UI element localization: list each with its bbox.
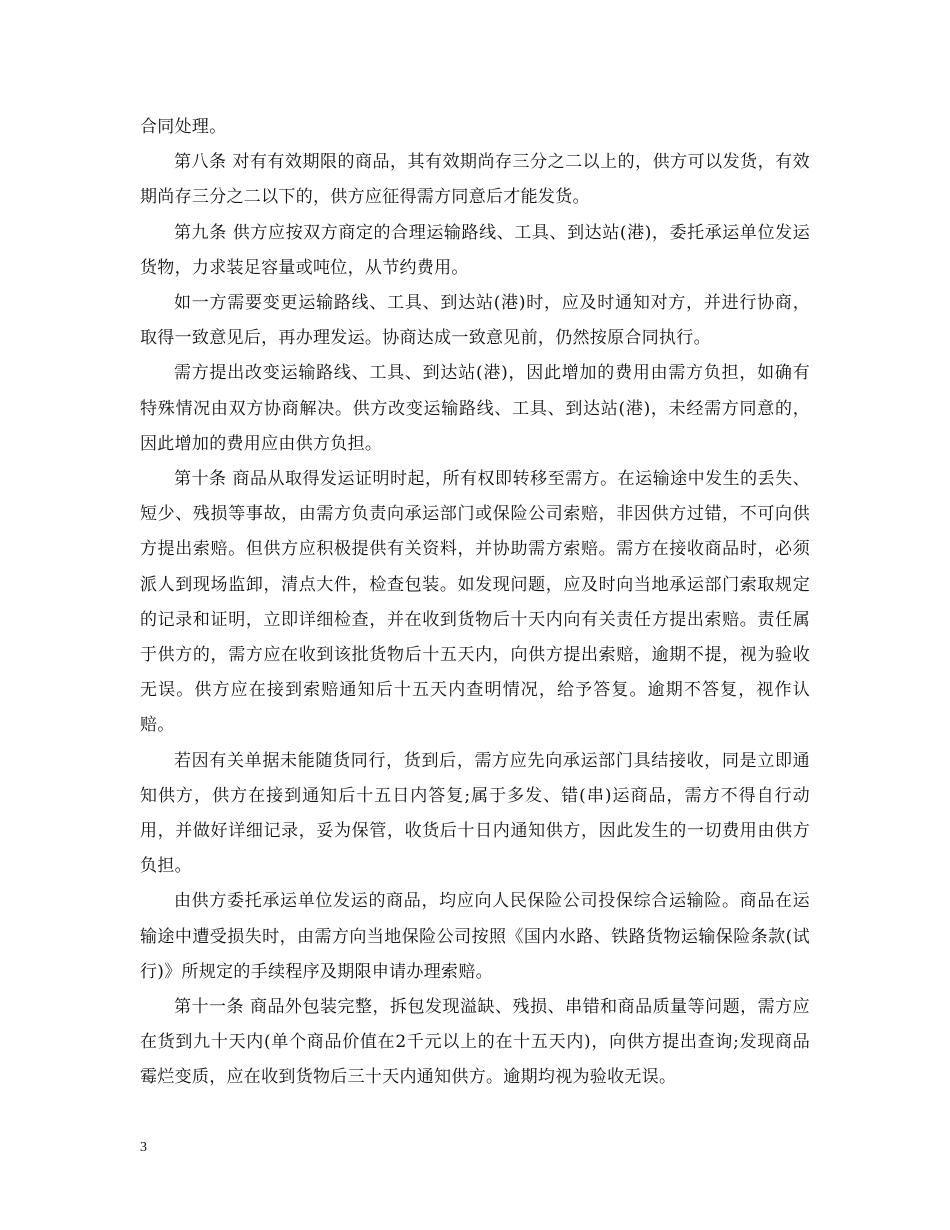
paragraph-article-9: 第九条 供方应按双方商定的合理运输路线、工具、到达站(港)，委托承运单位发运货物，力求装足容量或吨位，从节约费用。 bbox=[140, 222, 810, 278]
paragraph-article-11: 第十一条 商品外包装完整，拆包发现溢缺、残损、串错和商品质量等问题，需方应在货到九十天内(单个商品价值在2千元以上的在十五天内)，向供方提出查询;发现商品霉烂变质，应在收到货物后三十天内通知供方。逾期均视为验收无误。 bbox=[140, 997, 810, 1088]
page-number: 3 bbox=[140, 1140, 147, 1155]
paragraph-1: 合同处理。 bbox=[140, 117, 227, 137]
document-page bbox=[140, 110, 810, 1096]
paragraph-missing-documents: 若因有关单据未能随货同行，货到后，需方应先向承运部门具结接收，同是立即通知供方，供方在接到通知后十五日内答复;属于多发、错(串)运商品，需方不得自行动用，并做好详细记录，妥为保管，收货后十日内通知供方，因此发生的一切费用由供方负担。 bbox=[140, 750, 810, 877]
paragraph-article-10: 第十条 商品从取得发运证明时起，所有权即转移至需方。在运输途中发生的丢失、短少、残损等事故，由需方负责向承运部门或保险公司索赔，非因供方过错，不可向供方提出索赔。但供方应积极提供有关资料，并协助需方索赔。需方在接收商品时，必须派人到现场监卸，清点大件，检查包装。如发现问题，应及时向当地承运部门索取规定的记录和证明，立即详细检查，并在收到货物后十天内向有关责任方提出索赔。责任属于供方的，需方应在收到该批货物后十五天内，向供方提出索赔，逾期不提，视为验收无误。供方应在接到索赔通知后十五天内查明情况，给予答复。逾期不答复，视作认赔。 bbox=[140, 469, 810, 736]
paragraph-cost-responsibility: 需方提出改变运输路线、工具、到达站(港)，因此增加的费用由需方负担，如确有特殊情况由双方协商解决。供方改变运输路线、工具、到达站(港)，未经需方同意的，因此增加的费用应由供方负担。 bbox=[140, 363, 810, 454]
paragraph-route-change: 如一方需要变更运输路线、工具、到达站(港)时，应及时通知对方，并进行协商，取得一致意见后，再办理发运。协商达成一致意见前，仍然按原合同执行。 bbox=[140, 293, 810, 349]
paragraph-article-8: 第八条 对有有效期限的商品，其有效期尚存三分之二以上的，供方可以发货，有效期尚存三分之二以下的，供方应征得需方同意后才能发货。 bbox=[140, 152, 810, 208]
paragraph-insurance: 由供方委托承运单位发运的商品，均应向人民保险公司投保综合运输险。商品在运输途中遭受损失时，由需方向当地保险公司按照《国内水路、铁路货物运输保险条款(试行)》所规定的手续程序及期限申请办理索赔。 bbox=[140, 891, 810, 982]
